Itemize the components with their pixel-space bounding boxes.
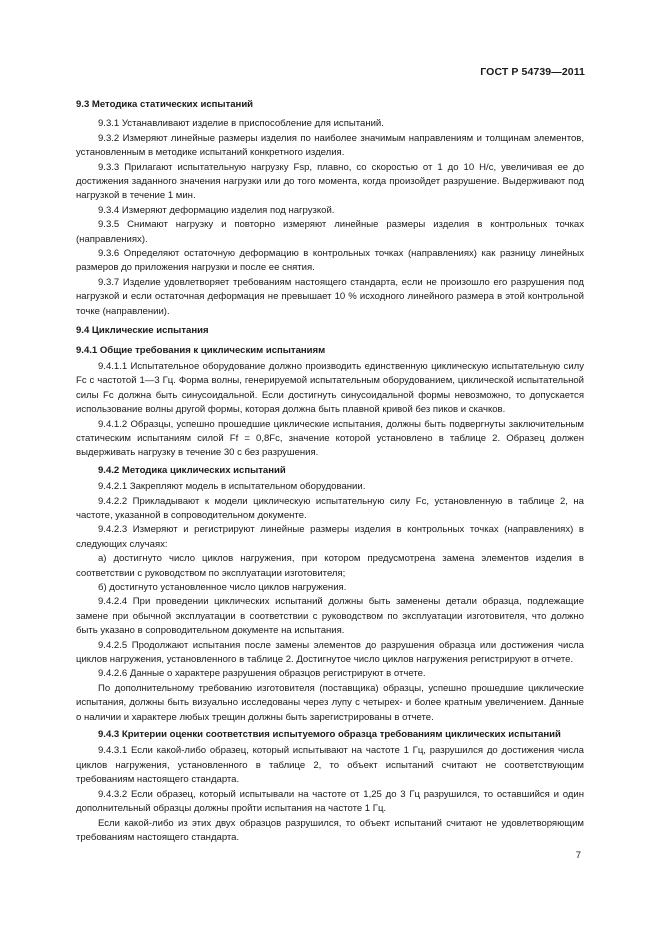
paragraph: 9.3.1 Устанавливают изделие в приспособление для испытаний. (98, 118, 384, 130)
page-number: 7 (575, 850, 581, 861)
paragraph: 9.4.3.1 Если какой-либо образец, который испытывают на частоте 1 Гц, разрушился до достижения числа циклов нагружения, установленного в таблице 2, то объект испытаний считают не соответствующим требованиям настоящего стандарта. (76, 745, 584, 786)
paragraph: 9.3.4 Измеряют деформацию изделия под нагрузкой. (98, 204, 335, 216)
document-header: ГОСТ Р 54739—2011 (480, 66, 585, 78)
paragraph-with-formula: 9.4.2.2 Прикладывают к модели циклическую испытательную силу Fc, установленную в таблице 2, на частоте, указанной в сопроводительном документе. (76, 495, 584, 521)
paragraph: 9.4.2.1 Закрепляют модель в испытательном оборудовании. (98, 481, 366, 493)
paragraph: Если какой-либо из этих двух образцов разрушился, то объект испытаний считают не удовлетворяющим требованиям настоящего стандарта. (76, 817, 584, 843)
paragraph: 9.3.2 Измеряют линейные размеры изделия по наиболее значимым направлениям и толщинам элементов, установленным в методике испытаний конкретного изделия. (76, 132, 584, 159)
paragraph-with-formula: 9.4.1.1 Испытательное оборудование должно производить единственную циклическую испытательную силу Fc с частотой 1—3 Гц. Форма волны, генерируемой испытательным оборудованием, циклической испытательной силы Fc должна быть синусоидальной. Если достигнуть синусоидальной формы невозможно, то допускается использование волны другой формы, которая должна быть плавной кривой без пиков и скачков. (76, 360, 584, 416)
paragraph: 9.3.5 Снимают нагрузку и повторно измеряют линейные размеры изделия в контрольных точках (направлениях). (76, 219, 584, 245)
paragraph: 9.3.7 Изделие удовлетворяет требованиям настоящего стандарта, если не произошло его разрушения под нагрузкой и если остаточная деформация не превышает 10 % исходного линейного размера в этой контрольной точке (направлении). (76, 276, 584, 317)
section-heading-9-4: 9.4 Циклические испытания (76, 325, 209, 337)
paragraph: 9.4.2.6 Данные о характере разрушения образцов регистрируют в отчете. (98, 668, 426, 680)
subsection-heading-9-4-1: 9.4.1 Общие требования к циклическим испытаниям (76, 344, 326, 356)
document-body (76, 93, 584, 845)
subsection-heading-9-4-2: 9.4.2 Методика циклических испытаний (98, 464, 286, 476)
paragraph: 9.4.2.4 При проведении циклических испытаний должны быть заменены детали образца, подлежащие замене при обычной эксплуатации в соответствии с руководством по эксплуатации изготовителя, что должно быть указано в сопроводительном документе на испытания. (76, 596, 584, 637)
paragraph: 9.4.2.5 Продолжают испытания после замены элементов до разрушения образца или достижения числа циклов нагружения, установленного в таблице 2. Достигнутое число циклов нагружения регистрируют в отчете. (76, 639, 584, 666)
paragraph: 9.4.3.2 Если образец, который испытывали на частоте от 1,25 до 3 Гц разрушился, то оставшийся и один дополнительный образцы должны пройти испытания на частоте 1 Гц. (76, 788, 584, 815)
section-heading-9-3: 9.3 Методика статических испытаний (76, 99, 254, 110)
paragraph: 9.3.6 Определяют остаточную деформацию в контрольных точках (направлениях) как разницу линейных размеров до приложения нагрузки и после ее снятия. (76, 248, 584, 274)
paragraph: 9.4.2.3 Измеряют и регистрируют линейные размеры изделия в контрольных точках (направлениях) в следующих случаях: (76, 524, 584, 550)
paragraph: По дополнительному требованию изготовителя (поставщика) образцы, успешно прошедшие циклические испытания, должны быть визуально исследованы через лупу с четырех- и более кратным увеличением. Данные о наличии и характере любых трещин должны быть зарегистрированы в отчете. (76, 682, 584, 723)
list-item: б) достигнуто установленное число циклов нагружения. (98, 582, 347, 593)
list-item: а) достигнуто число циклов нагружения, при котором предусмотрена замена элементов изделия в соответствии с руководством по эксплуатации изготовителя; (76, 553, 584, 579)
paragraph-with-formula: 9.4.1.2 Образцы, успешно прошедшие циклические испытания, должны быть подвергнуты заключительным статическим испытаниям силой Ff = 0,8Fc, значение которой установлено в таблице 2. Образец должен выдерживать нагрузку в течение 30 с без разрушения. (76, 418, 584, 459)
subsection-heading-9-4-3: 9.4.3 Критерии оценки соответствия испытуемого образца требованиям циклических испытаний (98, 729, 561, 741)
paragraph-with-formula: 9.3.3 Прилагают испытательную нагрузку Fsp, плавно, со скоростью от 1 до 10 Н/с, увеличивая ее до достижения заданного значения нагрузки или до того момента, когда произойдет разрушение. Выдерживают под нагрузкой в течение 1 мин. (76, 161, 584, 202)
